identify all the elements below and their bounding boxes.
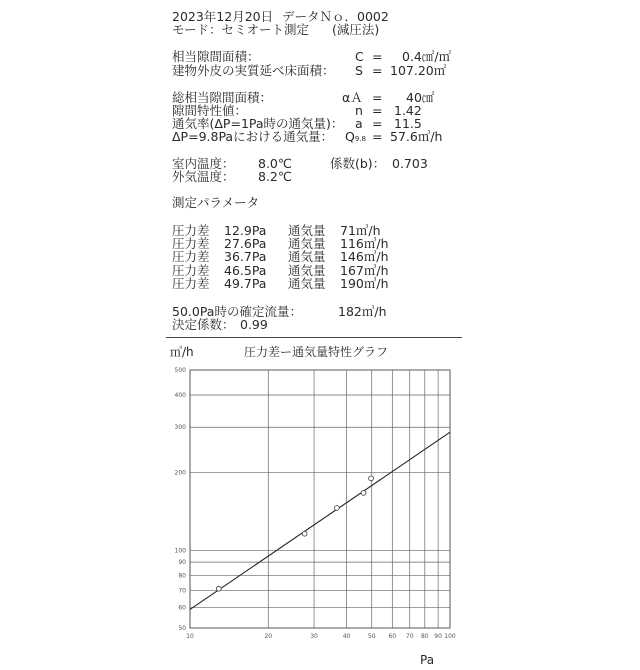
- outdoor-temp-value: 8.2℃: [258, 169, 292, 184]
- y-axis-unit: ㎥/h: [170, 345, 194, 359]
- y-tick-label: 100: [174, 547, 186, 555]
- indoor-temp-label: 室内温度：: [172, 156, 235, 171]
- param-flow-value: 167㎥/h: [340, 262, 389, 278]
- param-flow-label: 通気量: [288, 249, 326, 265]
- aa-equals: =: [372, 90, 383, 105]
- mode-label: モード：セミオート測定: [172, 22, 310, 37]
- aa-label: 総相当隙間面積：: [172, 90, 273, 105]
- s-label: 建物外皮の実質延べ床面積：: [172, 63, 335, 78]
- x-tick-label: 100: [444, 633, 456, 640]
- param-flow-value: 71㎥/h: [340, 223, 381, 238]
- params-title: 測定パラメータ: [172, 195, 260, 210]
- y-tick-label: 60: [178, 604, 186, 612]
- flow50-label: 50.0Pa時の確定流量：: [172, 304, 302, 319]
- data-point: [302, 531, 307, 536]
- x-tick-label: 30: [310, 633, 318, 640]
- q-value: 57.6㎥/h: [390, 129, 443, 144]
- q-label: ΔP=9.8Paにおける通気量：: [172, 129, 334, 144]
- y-tick-label: 400: [174, 392, 186, 400]
- param-flow-label: 通気量: [288, 223, 326, 238]
- data-number: データＮｏ．0002: [282, 9, 389, 24]
- param-flow-value: 116㎥/h: [340, 236, 389, 252]
- q-equals: =: [372, 129, 383, 144]
- y-tick-label: 50: [178, 625, 186, 632]
- x-tick-label: 50: [367, 633, 376, 640]
- param-flow-value: 190㎥/h: [340, 275, 389, 291]
- param-pressure-label: 圧力差: [172, 223, 210, 238]
- x-tick-label: 90: [434, 633, 442, 640]
- aa-value: 40㎠: [406, 90, 435, 105]
- n-equals: =: [372, 103, 383, 118]
- y-tick-label: 200: [174, 469, 186, 477]
- s-symbol: S: [355, 63, 363, 78]
- c-label: 相当隙間面積：: [172, 49, 260, 64]
- x-tick-label: 60: [388, 633, 397, 640]
- report-date: 2023年12月20日: [172, 9, 274, 24]
- q-symbol-sub: 9.8: [354, 135, 366, 143]
- x-tick-label: 40: [342, 633, 351, 640]
- param-flow-label: 通気量: [288, 236, 326, 252]
- param-flow-value: 146㎥/h: [340, 249, 389, 265]
- plot-frame: [190, 370, 450, 628]
- y-tick-label: 70: [178, 587, 186, 595]
- param-pressure-value: 46.5Pa: [224, 262, 267, 278]
- r2-label: 決定係数：: [172, 317, 235, 332]
- param-flow-label: 通気量: [288, 262, 326, 278]
- q-symbol-letter: Q: [345, 129, 355, 144]
- x-axis-unit: Pa: [420, 653, 435, 667]
- x-tick-label: 70: [405, 633, 414, 640]
- coefficient-b-value: 0.703: [392, 156, 428, 171]
- n-label: 隙間特性値：: [172, 103, 248, 118]
- s-equals: =: [372, 63, 383, 78]
- n-symbol: n: [355, 103, 363, 118]
- x-tick-label: 10: [186, 633, 194, 640]
- data-point: [361, 490, 366, 495]
- param-pressure-value: 27.6Pa: [224, 236, 267, 252]
- x-tick-label: 20: [264, 633, 273, 640]
- param-pressure-label: 圧力差: [172, 236, 210, 252]
- y-tick-label: 90: [178, 559, 186, 567]
- flow50-value: 182㎥/h: [338, 304, 387, 319]
- fit-line: [190, 432, 450, 609]
- param-pressure-value: 12.9Pa: [224, 223, 267, 238]
- param-pressure-label: 圧力差: [172, 275, 210, 291]
- indoor-temp-value: 8.0℃: [258, 156, 292, 171]
- y-tick-label: 500: [174, 367, 186, 374]
- r2-value: 0.99: [240, 317, 268, 332]
- data-point: [216, 586, 221, 591]
- param-pressure-value: 49.7Pa: [224, 275, 267, 291]
- aa-symbol: αＡ: [342, 90, 363, 105]
- c-symbol: C: [355, 49, 364, 64]
- a-equals: =: [372, 116, 383, 131]
- c-value: 0.4㎠/㎡: [402, 49, 452, 64]
- y-tick-label: 300: [174, 424, 186, 432]
- a-symbol: a: [355, 116, 363, 131]
- chart-title: 圧力差ー通気量特性グラフ: [244, 345, 389, 359]
- param-pressure-value: 36.7Pa: [224, 249, 267, 265]
- param-pressure-label: 圧力差: [172, 262, 210, 278]
- data-point: [369, 476, 374, 481]
- s-value: 107.20㎡: [390, 63, 447, 78]
- outdoor-temp-label: 外気温度：: [172, 169, 235, 184]
- y-tick-label: 80: [178, 572, 186, 580]
- param-flow-label: 通気量: [288, 275, 326, 291]
- a-value: 11.5: [394, 116, 422, 131]
- param-pressure-label: 圧力差: [172, 249, 210, 265]
- coefficient-b-label: 係数(b)：: [330, 156, 386, 171]
- method-label: (減圧法): [332, 22, 380, 37]
- x-tick-label: 80: [420, 633, 429, 640]
- a-label: 通気率(ΔP=1Pa時の通気量)：: [172, 116, 344, 131]
- n-value: 1.42: [394, 103, 422, 118]
- c-equals: =: [372, 49, 383, 64]
- data-point: [334, 506, 339, 511]
